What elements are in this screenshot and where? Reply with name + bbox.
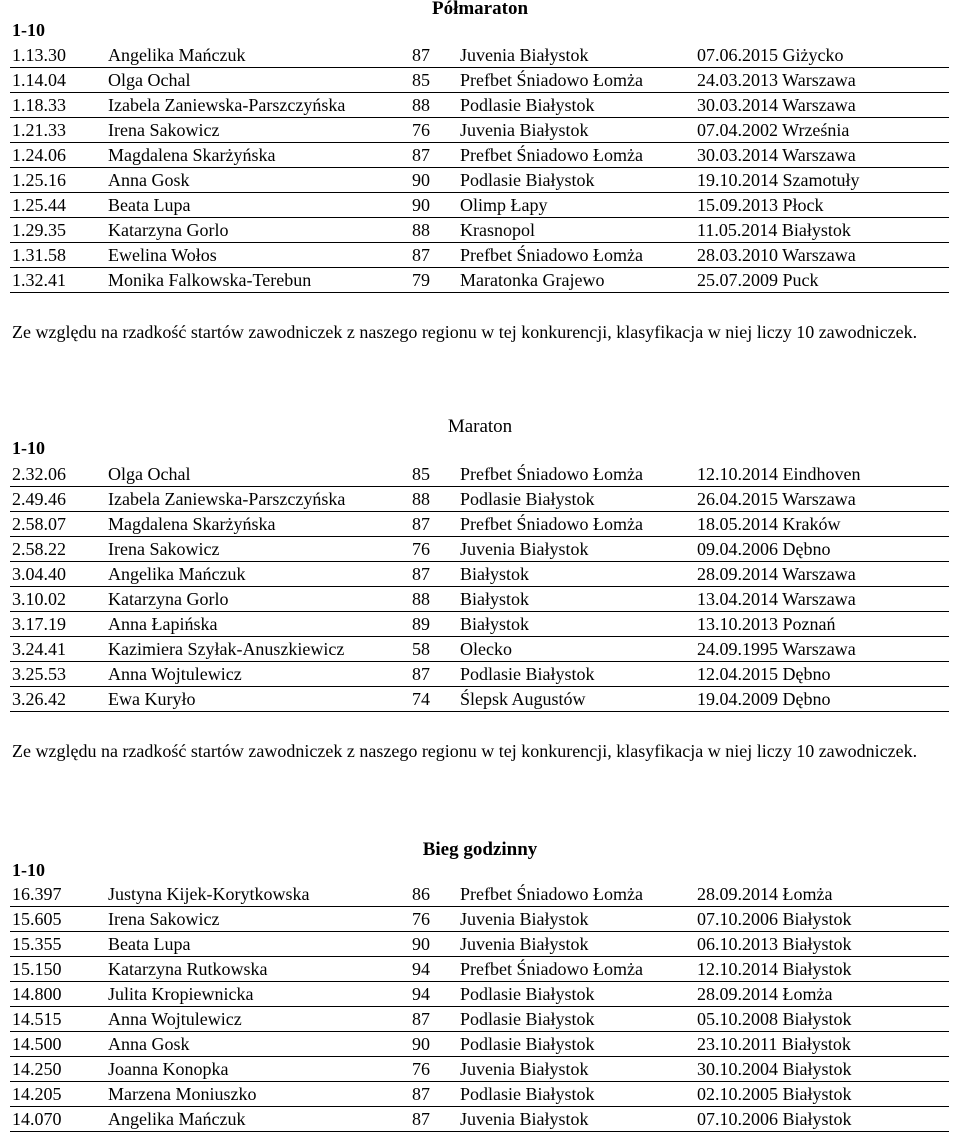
birth-year: 87 [410,1107,458,1132]
athlete-name: Beata Lupa [106,193,410,218]
birth-year: 85 [410,462,458,487]
date-place: 07.10.2006 Białystok [695,907,949,932]
date-place: 24.09.1995 Warszawa [695,637,949,662]
date-place: 15.09.2013 Płock [695,193,949,218]
date-place: 30.10.2004 Białystok [695,1057,949,1082]
birth-year: 85 [410,68,458,93]
athlete-name: Anna Wojtulewicz [106,662,410,687]
birth-year: 87 [410,662,458,687]
athlete-name: Marzena Moniuszko [106,1082,410,1107]
section-title-polmaraton: Półmaraton [431,0,529,19]
result-time: 1.24.06 [10,143,106,168]
table-row [10,907,949,932]
result-time: 14.250 [10,1057,106,1082]
club-name: Prefbet Śniadowo Łomża [458,68,695,93]
result-time: 15.605 [10,907,106,932]
birth-year: 87 [410,562,458,587]
table-row [10,562,949,587]
result-time: 2.32.06 [10,462,106,487]
result-time: 14.500 [10,1032,106,1057]
result-time: 1.14.04 [10,68,106,93]
table-row [10,537,949,562]
range-label: 1-10 [12,20,45,40]
athlete-name: Monika Falkowska-Terebun [106,268,410,293]
table-row [10,612,949,637]
birth-year: 88 [410,587,458,612]
date-place: 07.10.2006 Białystok [695,1107,949,1132]
birth-year: 76 [410,907,458,932]
athlete-name: Justyna Kijek-Korytkowska [106,882,410,907]
date-place: 09.04.2006 Dębno [695,537,949,562]
club-name: Białystok [458,587,695,612]
club-name: Juvenia Białystok [458,932,695,957]
athlete-name: Irena Sakowicz [106,537,410,562]
date-place: 07.06.2015 Giżycko [695,43,949,68]
athlete-name: Angelika Mańczuk [106,562,410,587]
date-place: 24.03.2013 Warszawa [695,68,949,93]
date-place: 11.05.2014 Białystok [695,218,949,243]
birth-year: 87 [410,512,458,537]
date-place: 12.04.2015 Dębno [695,662,949,687]
result-time: 1.25.44 [10,193,106,218]
result-time: 3.25.53 [10,662,106,687]
athlete-name: Kazimiera Szyłak-Anuszkiewicz [106,637,410,662]
table-row [10,662,949,687]
results-table [10,462,949,712]
club-name: Białystok [458,562,695,587]
athlete-name: Beata Lupa [106,932,410,957]
birth-year: 87 [410,143,458,168]
club-name: Podlasie Białystok [458,1032,695,1057]
date-place: 26.04.2015 Warszawa [695,487,949,512]
table-row [10,243,949,268]
athlete-name: Anna Wojtulewicz [106,1007,410,1032]
table-row [10,68,949,93]
result-time: 1.21.33 [10,118,106,143]
table-row [10,93,949,118]
athlete-name: Izabela Zaniewska-Parszczyńska [106,487,410,512]
birth-year: 74 [410,687,458,712]
result-time: 1.32.41 [10,268,106,293]
result-time: 1.29.35 [10,218,106,243]
club-name: Podlasie Białystok [458,982,695,1007]
athlete-name: Izabela Zaniewska-Parszczyńska [106,93,410,118]
club-name: Juvenia Białystok [458,1057,695,1082]
date-place: 12.10.2014 Eindhoven [695,462,949,487]
date-place: 30.03.2014 Warszawa [695,93,949,118]
date-place: 25.07.2009 Puck [695,268,949,293]
date-place: 05.10.2008 Białystok [695,1007,949,1032]
club-name: Podlasie Białystok [458,1082,695,1107]
athlete-name: Anna Gosk [106,1032,410,1057]
birth-year: 87 [410,1007,458,1032]
athlete-name: Joanna Konopka [106,1057,410,1082]
date-place: 19.04.2009 Dębno [695,687,949,712]
date-place: 30.03.2014 Warszawa [695,143,949,168]
athlete-name: Olga Ochal [106,462,410,487]
result-time: 14.515 [10,1007,106,1032]
club-name: Olimp Łapy [458,193,695,218]
athlete-name: Irena Sakowicz [106,907,410,932]
date-place: 07.04.2002 Września [695,118,949,143]
range-label: 1-10 [12,860,45,880]
result-time: 3.26.42 [10,687,106,712]
birth-year: 76 [410,537,458,562]
date-place: 13.04.2014 Warszawa [695,587,949,612]
result-time: 14.205 [10,1082,106,1107]
club-name: Prefbet Śniadowo Łomża [458,143,695,168]
result-time: 15.355 [10,932,106,957]
results-table [10,43,949,293]
table-row [10,118,949,143]
birth-year: 89 [410,612,458,637]
result-time: 14.800 [10,982,106,1007]
athlete-name: Anna Gosk [106,168,410,193]
club-name: Juvenia Białystok [458,907,695,932]
result-time: 1.13.30 [10,43,106,68]
club-name: Prefbet Śniadowo Łomża [458,512,695,537]
club-name: Juvenia Białystok [458,537,695,562]
club-name: Prefbet Śniadowo Łomża [458,882,695,907]
result-time: 2.49.46 [10,487,106,512]
section-title-maraton: Maraton [447,416,513,437]
club-name: Prefbet Śniadowo Łomża [458,243,695,268]
athlete-name: Irena Sakowicz [106,118,410,143]
athlete-name: Katarzyna Gorlo [106,587,410,612]
club-name: Podlasie Białystok [458,487,695,512]
table-row [10,1082,949,1107]
date-place: 06.10.2013 Białystok [695,932,949,957]
result-time: 3.04.40 [10,562,106,587]
table-row [10,1007,949,1032]
table-row [10,462,949,487]
athlete-name: Magdalena Skarżyńska [106,512,410,537]
table-row [10,143,949,168]
athlete-name: Angelika Mańczuk [106,1107,410,1132]
athlete-name: Anna Łapińska [106,612,410,637]
birth-year: 90 [410,168,458,193]
birth-year: 87 [410,1082,458,1107]
table-row [10,932,949,957]
result-time: 3.10.02 [10,587,106,612]
club-name: Juvenia Białystok [458,43,695,68]
birth-year: 58 [410,637,458,662]
section-title-bieg-godzinny: Bieg godzinny [422,839,538,860]
birth-year: 90 [410,932,458,957]
club-name: Białystok [458,612,695,637]
club-name: Juvenia Białystok [458,1107,695,1132]
date-place: 02.10.2005 Białystok [695,1082,949,1107]
birth-year: 88 [410,93,458,118]
result-time: 3.24.41 [10,637,106,662]
table-row [10,1107,949,1132]
table-row [10,268,949,293]
athlete-name: Magdalena Skarżyńska [106,143,410,168]
athlete-name: Julita Kropiewnicka [106,982,410,1007]
birth-year: 90 [410,193,458,218]
table-row [10,43,949,68]
result-time: 1.18.33 [10,93,106,118]
birth-year: 90 [410,1032,458,1057]
table-row [10,193,949,218]
date-place: 18.05.2014 Kraków [695,512,949,537]
table-row [10,637,949,662]
birth-year: 88 [410,218,458,243]
athlete-name: Angelika Mańczuk [106,43,410,68]
result-time: 14.070 [10,1107,106,1132]
club-name: Prefbet Śniadowo Łomża [458,957,695,982]
date-place: 12.10.2014 Białystok [695,957,949,982]
table-row [10,512,949,537]
birth-year: 76 [410,1057,458,1082]
date-place: 19.10.2014 Szamotuły [695,168,949,193]
results-table [10,882,949,1132]
athlete-name: Katarzyna Rutkowska [106,957,410,982]
birth-year: 76 [410,118,458,143]
table-row [10,587,949,612]
athlete-name: Olga Ochal [106,68,410,93]
date-place: 23.10.2011 Białystok [695,1032,949,1057]
table-row [10,487,949,512]
athlete-name: Ewelina Wołos [106,243,410,268]
club-name: Podlasie Białystok [458,662,695,687]
result-time: 2.58.22 [10,537,106,562]
result-time: 1.31.58 [10,243,106,268]
birth-year: 88 [410,487,458,512]
club-name: Juvenia Białystok [458,118,695,143]
club-name: Podlasie Białystok [458,1007,695,1032]
result-time: 3.17.19 [10,612,106,637]
club-name: Ślepsk Augustów [458,687,695,712]
date-place: 28.03.2010 Warszawa [695,243,949,268]
result-time: 2.58.07 [10,512,106,537]
table-row [10,1057,949,1082]
section-note: Ze względu na rzadkość startów zawodniczek z naszego regionu w tej konkurencji, klasyfikacja w niej liczy 10 zawodniczek. [12,322,918,342]
birth-year: 87 [410,243,458,268]
table-row [10,957,949,982]
club-name: Prefbet Śniadowo Łomża [458,462,695,487]
result-time: 16.397 [10,882,106,907]
date-place: 28.09.2014 Łomża [695,982,949,1007]
date-place: 13.10.2013 Poznań [695,612,949,637]
table-row [10,687,949,712]
club-name: Krasnopol [458,218,695,243]
birth-year: 79 [410,268,458,293]
table-row [10,1032,949,1057]
date-place: 28.09.2014 Warszawa [695,562,949,587]
date-place: 28.09.2014 Łomża [695,882,949,907]
athlete-name: Katarzyna Gorlo [106,218,410,243]
result-time: 1.25.16 [10,168,106,193]
section-note: Ze względu na rzadkość startów zawodniczek z naszego regionu w tej konkurencji, klasyfikacja w niej liczy 10 zawodniczek. [12,741,918,761]
table-row [10,218,949,243]
birth-year: 94 [410,982,458,1007]
result-time: 15.150 [10,957,106,982]
birth-year: 87 [410,43,458,68]
birth-year: 86 [410,882,458,907]
range-label: 1-10 [12,438,45,458]
birth-year: 94 [410,957,458,982]
table-row [10,882,949,907]
club-name: Podlasie Białystok [458,93,695,118]
table-row [10,168,949,193]
table-row [10,982,949,1007]
club-name: Podlasie Białystok [458,168,695,193]
athlete-name: Ewa Kuryło [106,687,410,712]
club-name: Olecko [458,637,695,662]
club-name: Maratonka Grajewo [458,268,695,293]
